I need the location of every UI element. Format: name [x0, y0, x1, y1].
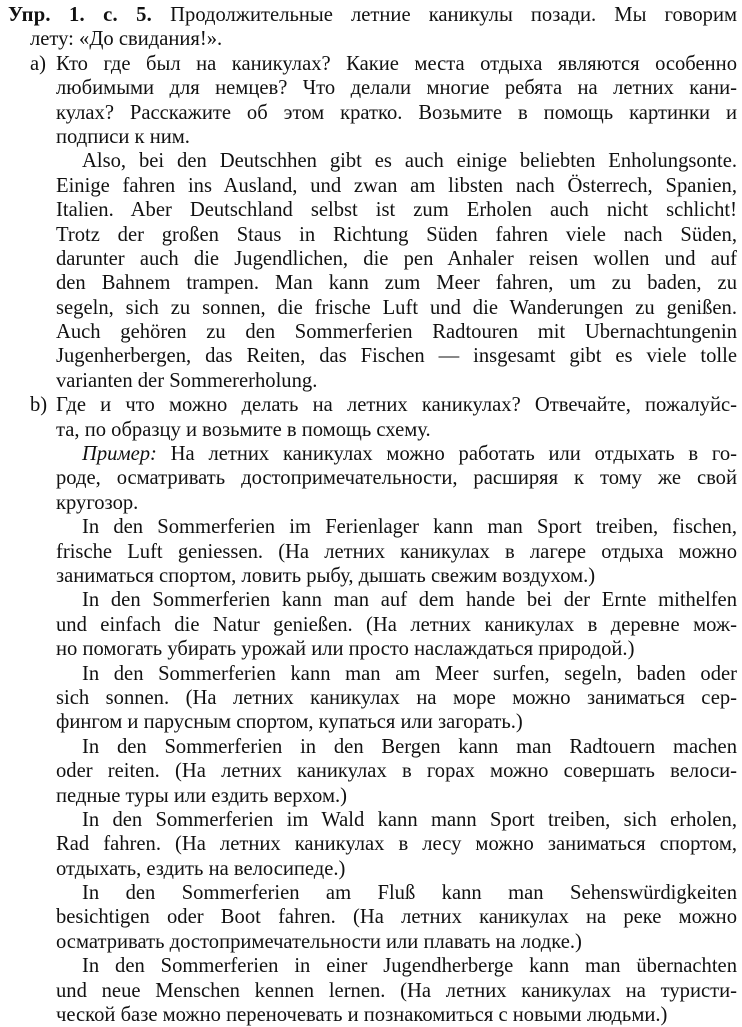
part-a-answer-line: Also, bei den Deutschhen gibt es auch einige beliebten Enholungsonte.	[82, 150, 737, 173]
part-b-marker: b)	[30, 394, 48, 417]
paragraph-line: Rad fahren. (На летних каникулах в лесу можно заниматься спортом,	[56, 833, 737, 856]
part-b-example-line: кругозор.	[56, 491, 139, 514]
exercise-intro-line: лету: «До свидания!».	[30, 28, 223, 51]
part-a-question-text: Кто где был на каникулах? Какие места отдыха являются особенно	[56, 52, 737, 75]
part-a-answer-line: darunter auch die Jugendlichen, die pen Anhaler reisen wollen und auf	[56, 247, 737, 270]
paragraph-line: ческой базе можно переночевать и познакомиться с новыми людьми.)	[56, 1004, 668, 1027]
paragraph-line: besichtigen oder Boot fahren. (На летних каникулах на реке можно	[56, 906, 737, 929]
paragraph-line: In den Sommerferien in den Bergen kann man Radtouern machen	[82, 735, 737, 758]
paragraph-line: заниматься спортом, ловить рыбу, дышать свежим воздухом.)	[56, 564, 596, 587]
part-a-answer-line: Auch gehören zu den Sommerferien Radtouren mit Ubernachtungenin	[56, 321, 737, 344]
paragraph-line: In den Sommerferien kann man auf dem hande bei der Ernte mithelfen	[82, 589, 737, 612]
part-b-question-line	[8, 393, 737, 417]
part-a-answer-line: Trotz der großen Staus in Richtung Süden fahren viele nach Süden,	[56, 223, 737, 246]
paragraph-line: und einfach die Natur genießen. (На летних каникулах в деревне мож-	[56, 613, 737, 636]
paragraph-line: oder reiten. (На летних каникулах в горах можно совершать велоси-	[56, 760, 737, 783]
example-text: На летних каникулах можно работать или отдыхать в го-	[156, 443, 737, 466]
paragraph-line: frische Luft geniessen. (На летних каникулах в лагере отдыха можно	[56, 540, 737, 563]
paragraph-line: фингом и парусным спортом, купаться или загорать.)	[56, 711, 523, 734]
part-b-question-text: Где и что можно делать на летних каникулах? Отвечайте, пожалуйс-	[56, 394, 737, 417]
paragraph-line: In den Sommerferien in einer Jugendherberge kann man übernachten	[82, 955, 737, 978]
exercise-heading-line	[8, 3, 737, 27]
part-a-answer-line: Italien. Aber Deutschland selbst ist zum Erholen auch nicht schlicht!	[56, 199, 737, 222]
paragraph-line: sich sonnen. (На летних каникулах на море можно заниматься сер-	[56, 686, 737, 709]
part-a-answer-line: den Bahnem trampen. Man kann zum Meer fahren, um zu baden, zu	[56, 272, 737, 295]
part-a-question-line: любимыми для немцев? Что делали многие ребята на летних кани-	[56, 77, 737, 100]
paragraph-line: In den Sommerferien am Fluß kann man Sehenswürdigkeiten	[82, 882, 737, 905]
part-a-answer-line: Jugenherbergen, das Reiten, das Fischen — insgesamt gibt es viele tolle	[56, 345, 737, 368]
part-b-example-line	[8, 442, 737, 466]
part-a-answer-line: segeln, sich zu sonnen, die frische Luft und die Wanderungen zu genißen.	[56, 296, 737, 319]
part-b-question-line: та, по образцу и возьмите в помощь схему.	[56, 418, 431, 441]
paragraph-line: In den Sommerferien kann man am Meer surfen, segeln, baden oder	[82, 662, 737, 685]
part-b-example-line: роде, осматривать достопримечательности, расширяя к тому же свой	[56, 467, 737, 490]
exercise-intro-text: Продолжительные летние каникулы позади. Мы говорим	[170, 4, 737, 26]
paragraph-line: осматривать достопримечательности или плавать на лодке.)	[56, 930, 582, 953]
part-a-question-line	[8, 52, 737, 76]
part-a-answer-line: Einige fahren ins Ausland, und zwan am libsten nach Österrech, Spanien,	[56, 174, 737, 197]
paragraph-line: und neue Menschen kennen lernen. (На летних каникулах на туристи-	[56, 979, 737, 1002]
paragraph-line: педные туры или ездить верхом.)	[56, 784, 347, 807]
paragraph-line: In den Sommerferien im Wald kann mann Sport treiben, sich erholen,	[82, 808, 737, 831]
example-label: Пример:	[82, 443, 157, 466]
paragraph-line: In den Sommerferien im Ferienlager kann man Sport treiben, fischen,	[82, 516, 737, 539]
part-a-marker: a)	[30, 52, 46, 75]
part-a-question-line: подписи к ним.	[56, 125, 190, 148]
exercise-page	[8, 3, 737, 1027]
part-a-answer-line: varianten der Sommererholung.	[56, 369, 318, 392]
paragraph-line: но помогать убирать урожай или просто наслаждаться природой.)	[56, 638, 635, 661]
exercise-label: Упр. 1. с. 5.	[8, 4, 153, 26]
paragraph-line: отдыхать, ездить на велосипеде.)	[56, 857, 346, 880]
part-a-question-line: кулах? Расскажите об этом кратко. Возьмите в помощь картинки и	[56, 101, 737, 124]
